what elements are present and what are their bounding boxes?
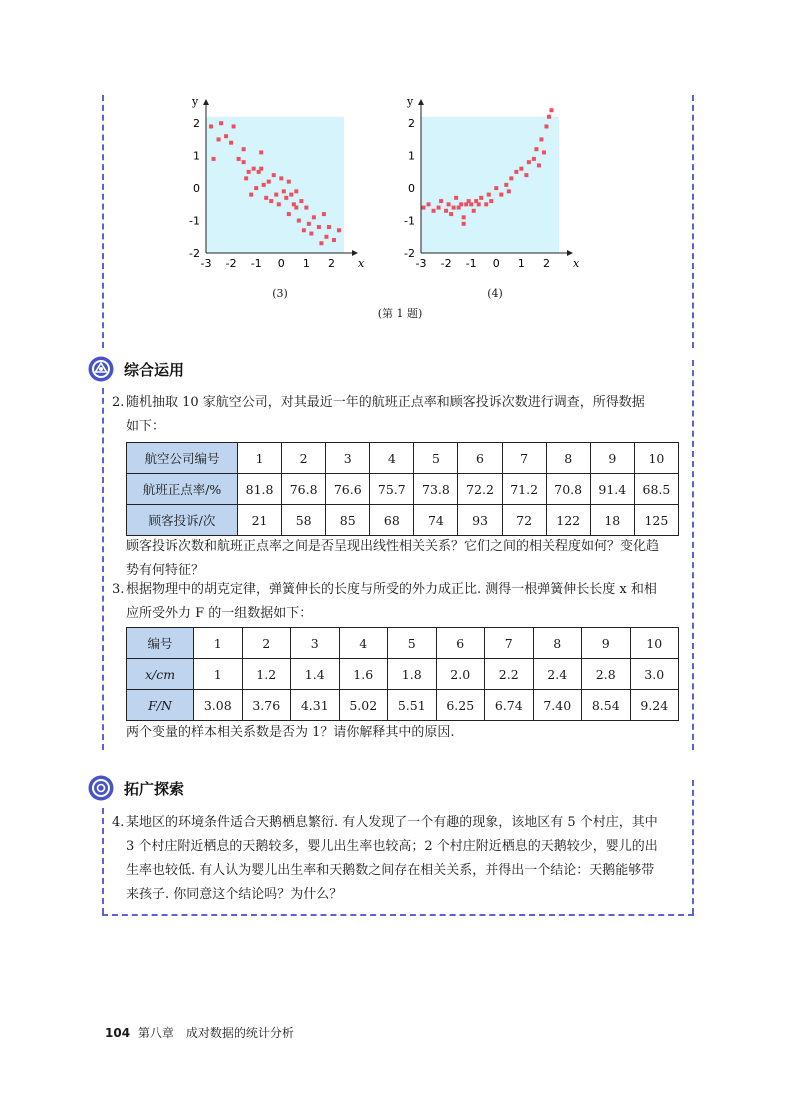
scatter-point <box>287 212 291 216</box>
scatter-point <box>324 235 328 239</box>
scatter-point <box>524 173 528 177</box>
table-cell: 91.4 <box>590 474 634 505</box>
table-cell: 10 <box>630 628 679 659</box>
scatter-point <box>319 241 323 245</box>
table-cell: 73.8 <box>414 474 458 505</box>
scatter-plot-4 <box>395 95 580 275</box>
scatter-point <box>437 206 441 210</box>
scatter-point <box>247 170 251 174</box>
x-tick-label: 0 <box>492 257 500 270</box>
y-tick-label: 2 <box>408 117 415 131</box>
scatter-point <box>494 186 498 190</box>
question-number: 2. <box>112 395 125 410</box>
scatter-point <box>449 212 453 216</box>
scatter-point <box>294 189 298 193</box>
table-cell: 74 <box>414 505 458 536</box>
table-cell: 58 <box>282 505 326 536</box>
scatter-point <box>229 141 233 145</box>
y-axis-arrow-icon <box>418 99 424 105</box>
scatter-point <box>432 209 436 213</box>
x-tick-label: 0 <box>277 257 285 270</box>
table-cell: 81.8 <box>238 474 282 505</box>
scatter-point <box>447 202 451 206</box>
question-4-text <box>112 811 690 907</box>
table-cell: 4 <box>370 443 414 474</box>
table-cell: 70.8 <box>546 474 590 505</box>
scatter-point <box>304 206 308 210</box>
table-cell: 125 <box>634 505 678 536</box>
scatter-point <box>274 193 278 197</box>
x-axis-arrow-icon <box>567 250 573 256</box>
scatter-plot-3 <box>180 95 365 275</box>
table-cell: 122 <box>546 505 590 536</box>
scatter-point <box>307 222 311 226</box>
scatter-point <box>472 209 476 213</box>
question-text: 如下： <box>126 419 166 434</box>
scatter-point <box>259 167 263 171</box>
table-cell: 9.24 <box>630 690 679 721</box>
scatter-point <box>514 170 518 174</box>
table-cell: 1.8 <box>388 659 437 690</box>
scatter-point <box>224 134 228 138</box>
spring-data-table <box>126 627 679 721</box>
x-tick-label: -2 <box>225 257 237 270</box>
table-cell: 9 <box>582 628 631 659</box>
scatter-point <box>217 137 221 141</box>
table-cell: 6.25 <box>436 690 485 721</box>
scatter-point <box>254 186 258 190</box>
scatter-point <box>489 199 493 203</box>
table-cell: 1.4 <box>291 659 340 690</box>
question-number: 3. <box>112 582 125 597</box>
scatter-point <box>284 196 288 200</box>
scatter-point <box>509 176 513 180</box>
x-axis-label: x <box>358 257 365 270</box>
section-title: 拓广探索 <box>124 779 185 798</box>
scatter-point <box>279 176 283 180</box>
scatter-point <box>322 212 326 216</box>
y-tick-label: -1 <box>189 214 200 228</box>
question-text: 随机抽取 10 家航空公司，对其最近一年的航班正点率和顾客投诉次数进行调查，所得数据 <box>126 395 645 410</box>
table-cell: 2.0 <box>436 659 485 690</box>
section-heading-1 <box>88 356 184 382</box>
table-row <box>127 659 679 690</box>
panel-caption-4: (4) <box>487 287 503 300</box>
scatter-point <box>454 196 458 200</box>
frame-right-bot <box>692 780 694 914</box>
x-tick-label: 2 <box>542 257 550 270</box>
table-cell: 8 <box>546 443 590 474</box>
row-header: 航班正点率/% <box>127 474 238 505</box>
table-cell: 3.08 <box>194 690 243 721</box>
y-tick-label: 0 <box>408 182 415 196</box>
row-header: 编号 <box>127 628 194 659</box>
scatter-point <box>537 163 541 167</box>
table-cell: 71.2 <box>502 474 546 505</box>
row-header: 航空公司编号 <box>127 443 238 474</box>
question-text: 两个变量的样本相关系数是否为 1？请你解释其中的原因. <box>126 725 455 740</box>
question-2-followup <box>126 535 692 583</box>
table-row <box>127 505 679 536</box>
table-cell: 9 <box>590 443 634 474</box>
section-heading-2 <box>88 775 184 801</box>
frame-right-top <box>692 95 694 348</box>
table-row <box>127 443 679 474</box>
question-3-followup <box>126 721 692 745</box>
table-cell: 72 <box>502 505 546 536</box>
scatter-point <box>327 225 331 229</box>
scatter-point <box>282 189 286 193</box>
scatter-point <box>294 206 298 210</box>
table-cell: 7 <box>502 443 546 474</box>
scatter-point <box>452 206 456 210</box>
table-cell: 7.40 <box>533 690 582 721</box>
question-text: 势有何特征？ <box>126 563 205 578</box>
x-tick-label: -1 <box>250 257 262 270</box>
table-cell: 1.6 <box>339 659 388 690</box>
table-cell: 2.2 <box>485 659 534 690</box>
scatter-point <box>309 232 313 236</box>
section-title: 综合运用 <box>124 360 185 379</box>
table-cell: 8 <box>533 628 582 659</box>
table-cell: 2 <box>242 628 291 659</box>
question-2-text <box>112 391 690 439</box>
table-cell: 93 <box>458 505 502 536</box>
question-text: 某地区的环境条件适合天鹅栖息繁衍. 有人发现了一个有趣的现象，该地区有 5 个村庄，其中 <box>126 815 658 830</box>
table-cell: 68.5 <box>634 474 678 505</box>
scatter-point <box>317 225 321 229</box>
question-text: 根据物理中的胡克定律，弹簧伸长的长度与所受的外力成正比. 测得一根弹簧伸长长度 x 和相 <box>126 582 657 597</box>
table-cell: 1 <box>194 628 243 659</box>
scatter-point <box>479 196 483 200</box>
scatter-point <box>219 121 223 125</box>
y-tick-label: -2 <box>404 247 415 260</box>
table-cell: 75.7 <box>370 474 414 505</box>
y-tick-label: 1 <box>193 149 200 163</box>
scatter-point <box>249 193 253 197</box>
table-cell: 3.76 <box>242 690 291 721</box>
question-number: 4. <box>112 815 125 830</box>
scatter-point <box>299 199 303 203</box>
scatter-point <box>209 124 213 128</box>
table-cell: 4 <box>339 628 388 659</box>
table-cell: 1.2 <box>242 659 291 690</box>
question-text: 生率也较低. 有人认为婴儿出生率和天鹅数之间存在相关关系，并得出一个结论：天鹅能够带 <box>126 863 655 878</box>
table-cell: 2.8 <box>582 659 631 690</box>
page-number: 104 <box>105 1026 131 1040</box>
scatter-point <box>549 108 553 112</box>
y-tick-label: 1 <box>408 149 415 163</box>
scatter-point <box>297 219 301 223</box>
scatter-point <box>289 193 293 197</box>
table-cell: 18 <box>590 505 634 536</box>
scatter-point <box>507 189 511 193</box>
scatter-point <box>539 137 543 141</box>
scatter-point <box>462 222 466 226</box>
frame-left-mid <box>102 388 104 750</box>
scatter-point <box>444 209 448 213</box>
scatter-point <box>427 202 431 206</box>
frame-right-mid <box>692 360 694 750</box>
table-cell: 2 <box>282 443 326 474</box>
scatter-point <box>542 150 546 154</box>
table-cell: 3 <box>326 443 370 474</box>
x-axis-arrow-icon <box>352 250 358 256</box>
scatter-point <box>259 150 263 154</box>
table-row <box>127 690 679 721</box>
question-text: 应所受外力 F 的一组数据如下： <box>126 606 313 621</box>
question-text: 来孩子. 你同意这个结论吗？为什么？ <box>126 887 343 902</box>
row-header: F/N <box>127 690 194 721</box>
scatter-point <box>267 180 271 184</box>
panel-caption-3: (3) <box>272 287 288 300</box>
table-cell: 5 <box>388 628 437 659</box>
table-cell: 6 <box>458 443 502 474</box>
x-tick-label: 1 <box>517 257 525 270</box>
scatter-point <box>244 176 248 180</box>
scatter-point <box>439 199 443 203</box>
figure-caption: (第 1 题) <box>377 307 423 320</box>
scatter-point <box>232 124 236 128</box>
scatter-point <box>459 202 463 206</box>
scatter-point <box>242 160 246 164</box>
question-text: 3 个村庄附近栖息的天鹅较多，婴儿出生率也较高；2 个村庄附近栖息的天鹅较少，婴儿的出 <box>126 839 658 854</box>
scatter-point <box>264 196 268 200</box>
scatter-point <box>499 193 503 197</box>
row-header: x/cm <box>127 659 194 690</box>
table-cell: 6 <box>436 628 485 659</box>
y-tick-label: -1 <box>404 214 415 228</box>
x-tick-label: 1 <box>302 257 310 270</box>
table-cell: 2.4 <box>533 659 582 690</box>
scatter-point <box>484 202 488 206</box>
section-emblem-icon <box>88 356 114 382</box>
y-tick-label: 0 <box>193 182 200 196</box>
scatter-point <box>242 147 246 151</box>
table-cell: 68 <box>370 505 414 536</box>
table-cell: 7 <box>485 628 534 659</box>
scatter-point <box>237 157 241 161</box>
table-cell: 5.02 <box>339 690 388 721</box>
x-tick-label: 2 <box>327 257 335 270</box>
scatter-point <box>212 157 216 161</box>
scatter-point <box>504 183 508 187</box>
table-cell: 4.31 <box>291 690 340 721</box>
y-axis-label: y <box>407 95 414 108</box>
table-cell: 6.74 <box>485 690 534 721</box>
table-row <box>127 628 679 659</box>
table-row <box>127 474 679 505</box>
y-tick-label: -2 <box>189 247 200 260</box>
scatter-point <box>487 193 491 197</box>
table-cell: 85 <box>326 505 370 536</box>
x-tick-label: -1 <box>465 257 477 270</box>
x-tick-label: -3 <box>200 257 212 270</box>
table-cell: 21 <box>238 505 282 536</box>
scatter-point <box>332 238 336 242</box>
frame-bottom <box>102 914 694 916</box>
x-tick-label: -2 <box>440 257 452 270</box>
scatter-point <box>519 167 523 171</box>
scatter-point <box>422 206 426 210</box>
plot-background <box>421 117 559 253</box>
scatter-point <box>337 228 341 232</box>
scatter-point <box>302 228 306 232</box>
y-axis-arrow-icon <box>203 99 209 105</box>
table-cell: 1 <box>238 443 282 474</box>
question-text: 顾客投诉次数和航班正点率之间是否呈现出线性相关关系？它们之间的相关程度如何？变化趋 <box>126 539 660 554</box>
page-footer <box>105 1024 294 1041</box>
airline-data-table <box>126 442 679 536</box>
scatter-point <box>287 180 291 184</box>
scatter-point <box>462 215 466 219</box>
question-3-text <box>112 578 690 626</box>
table-cell: 8.54 <box>582 690 631 721</box>
table-cell: 3 <box>291 628 340 659</box>
table-cell: 76.6 <box>326 474 370 505</box>
table-cell: 76.8 <box>282 474 326 505</box>
x-tick-label: -3 <box>415 257 427 270</box>
scatter-point <box>534 147 538 151</box>
scatter-point <box>252 167 256 171</box>
scatter-point <box>272 173 276 177</box>
table-cell: 10 <box>634 443 678 474</box>
scatter-point <box>547 115 551 119</box>
table-cell: 1 <box>194 659 243 690</box>
scatter-point <box>312 215 316 219</box>
frame-left-top <box>102 95 104 348</box>
y-axis-label: y <box>192 95 199 108</box>
scatter-point <box>269 199 273 203</box>
scatter-point <box>277 202 281 206</box>
y-tick-label: 2 <box>193 117 200 131</box>
table-cell: 72.2 <box>458 474 502 505</box>
row-header: 顾客投诉/次 <box>127 505 238 536</box>
scatter-point <box>477 202 481 206</box>
table-cell: 5.51 <box>388 690 437 721</box>
table-cell: 3.0 <box>630 659 679 690</box>
scatter-point <box>544 124 548 128</box>
x-axis-label: x <box>573 257 580 270</box>
scatter-point <box>532 157 536 161</box>
section-emblem-icon <box>88 775 114 801</box>
scatter-point <box>469 202 473 206</box>
scatter-point <box>262 183 266 187</box>
table-cell: 5 <box>414 443 458 474</box>
scatter-point <box>527 160 531 164</box>
frame-left-bot <box>102 808 104 914</box>
chapter-title: 第八章 成对数据的统计分析 <box>137 1026 294 1040</box>
